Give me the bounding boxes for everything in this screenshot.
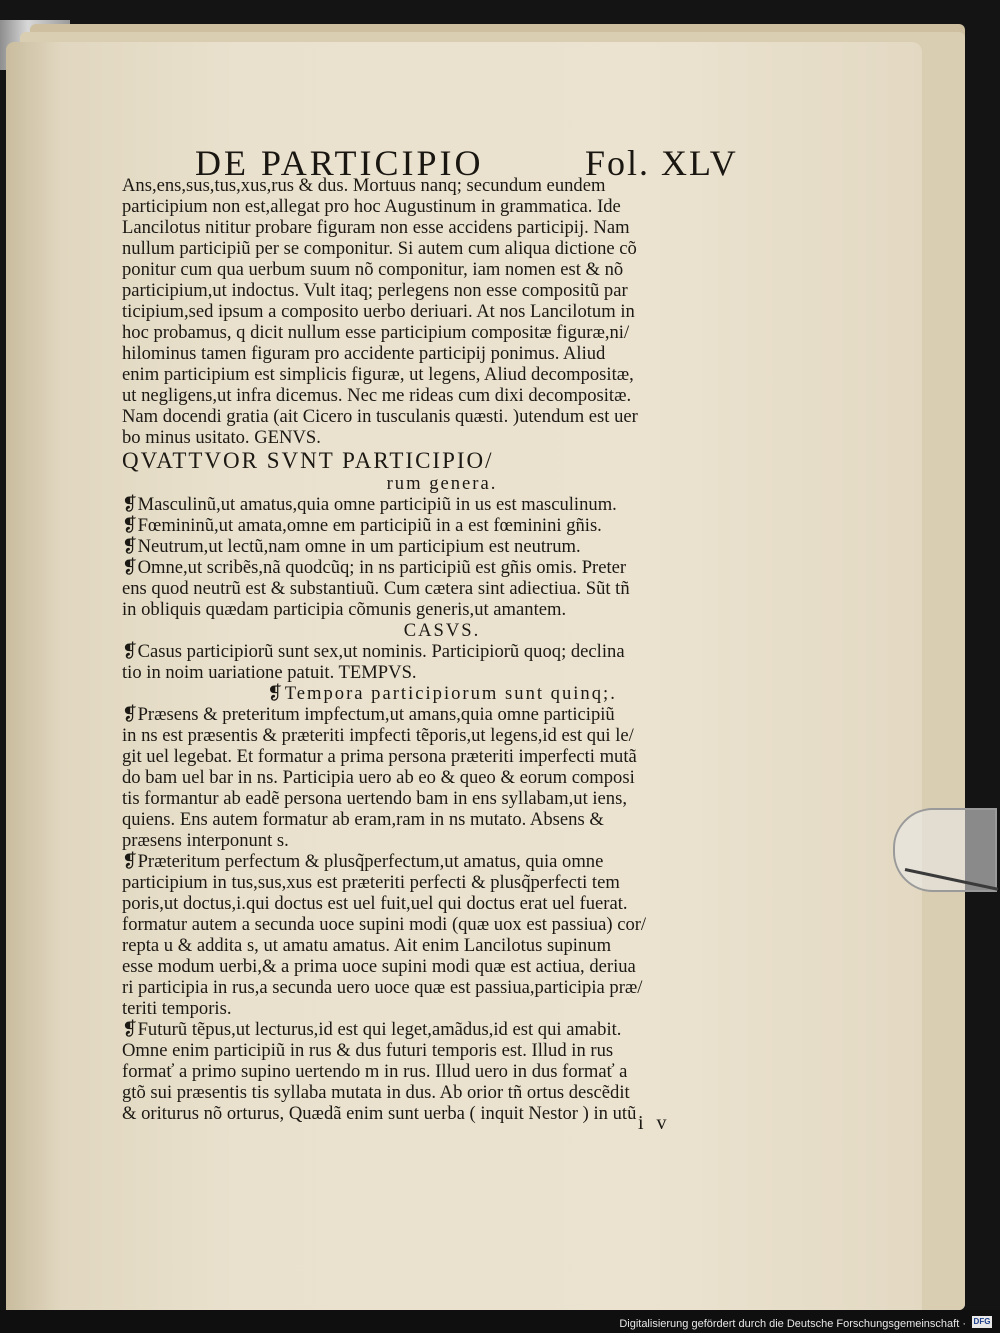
text-line: ❡Masculinũ,ut amatus,quia omne participiũ in us est masculinum.: [122, 494, 617, 515]
text-line: git uel legebat. Et formatur a prima persona præteriti imperfecti mutã: [122, 746, 637, 767]
text-line: Ans,ens,sus,tus,xus,rus & dus. Mortuus nanq; secundum eundem: [122, 175, 606, 196]
text-line: participium,ut indoctus. Vult itaq; perlegens non esse compositũ par: [122, 280, 628, 301]
text-line: præsens interponunt s.: [122, 830, 289, 851]
text-line: gtõ sui præsentis tis syllaba mutata in dus. Ab orior tñ ortus descẽdit: [122, 1082, 630, 1103]
text-line: hoc probamus, q dicit nullum esse participium compositæ figuræ,ni/: [122, 322, 630, 343]
text-line: ut negligens,ut infra dicemus. Nec me rideas cum dixi decompositæ.: [122, 385, 632, 406]
header-folio: Fol. XLV: [585, 143, 738, 183]
text-line: QVATTVOR SVNT PARTICIPIO/: [122, 448, 494, 473]
text-line: formatur autem a secunda uoce supini modi (quæ uox est passiua) cor/: [122, 914, 647, 935]
footer-credit: Digitalisierung gefördert durch die Deutsche Forschungsgemeinschaft ·: [619, 1318, 966, 1330]
text-line: rum genera.: [386, 473, 498, 494]
body-text: [122, 175, 762, 1124]
text-line: ❡Casus participiorũ sunt sex,ut nominis. Participiorũ quoq; declina: [122, 641, 625, 662]
text-line: hilominus tamen figuram pro accidente participij ponimus. Aliud: [122, 343, 606, 364]
text-line: formať a primo supino uertendo m in rus. Illud uero in dus formať a: [122, 1061, 628, 1082]
text-line: repta u & addita s, ut amatu amatus. Ait enim Lancilotus supinum: [122, 935, 612, 956]
text-line: ❡Omne,ut scribẽs,nã quodcũq; in ns participiũ est gñis omis. Preter: [122, 557, 627, 578]
text-line: tis formantur ab eadẽ persona uertendo bam in ens syllabam,ut iens,: [122, 788, 627, 809]
text-line: quiens. Ens autem formatur ab eram,ram in ns mutato. Absens &: [122, 809, 604, 830]
text-line: nullum participiũ per se componitur. Si autem cum aliqua dictione cõ: [122, 238, 637, 259]
text-line: esse modum uerbi,& a prima uoce supini modi quæ est actiua, deriua: [122, 956, 636, 977]
text-line: ponitur cum qua uerbum suum nõ componitur, iam nomen est & nõ: [122, 259, 624, 280]
signature-mark: i v: [638, 1112, 671, 1134]
text-line: enim participium est simplicis figuræ, ut legens, Aliud decompositæ,: [122, 364, 634, 385]
text-line: teriti temporis.: [122, 998, 232, 1019]
text-line: do bam uel bar in ns. Participia uero ab eo & queo & eorum composi: [122, 767, 635, 788]
text-line: participium non est,allegat pro hoc Augustinum in grammatica. Ide: [122, 196, 621, 217]
text-line: Nam docendi gratia (ait Cicero in tusculanis quæsti. )utendum est uer: [122, 406, 638, 427]
text-line: & oriturus nõ orturus, Quædã enim sunt uerba ( inquit Nestor ) in utũ: [122, 1103, 637, 1124]
text-line: ens quod neutrũ est & substantiuũ. Cum cætera sint adiectiua. Sũt tñ: [122, 578, 630, 599]
text-line: ❡Fœmininũ,ut amata,omne em participiũ in a est fœminini gñis.: [122, 515, 602, 536]
text-line: bo minus usitato. GENVS.: [122, 427, 321, 448]
text-line: ❡Futurũ tẽpus,ut lecturus,id est qui leget,amãdus,id est qui amabit.: [122, 1019, 622, 1040]
text-line: ❡Præteritum perfectum & plusq̃perfectum,ut amatus, quia omne: [122, 851, 604, 872]
text-line: ❡Præsens & preteritum impfectum,ut amans,quia omne participiũ: [122, 704, 615, 725]
text-line: in ns est præsentis & præteriti impfecti tẽporis,ut legens,id est qui le/: [122, 725, 634, 746]
text-line: ri participia in rus,a secunda uero uoce quæ est passiua,participia præ/: [122, 977, 643, 998]
text-line: ❡Neutrum,ut lectũ,nam omne in um participium est neutrum.: [122, 536, 581, 557]
text-line: ❡Tempora participiorum sunt quinq;.: [267, 683, 617, 704]
dfg-logo: DFG: [973, 1317, 991, 1326]
text-line: in obliquis quædam participia cõmunis generis,ut amantem.: [122, 599, 567, 620]
text-line: Omne enim participiũ in rus & dus futuri temporis est. Illud in rus: [122, 1040, 614, 1061]
header-title: DE PARTICIPIO: [195, 143, 484, 183]
text-line: participium in tus,sus,xus est præteriti perfecti & plusq̃perfecti tem: [122, 872, 620, 893]
text-line: Lancilotus nititur probare figuram non esse accidens participij. Nam: [122, 217, 630, 238]
text-line: ticipium,sed ipsum a composito uerbo deriuari. At nos Lancilotum in: [122, 301, 635, 322]
text-line: CASVS.: [403, 620, 481, 641]
text-line: poris,ut doctus,i.qui doctus est uel fuit,uel qui doctus erat uel fuerat.: [122, 893, 628, 914]
text-line: tio in noim uariatione patuit. TEMPVS.: [122, 662, 417, 683]
